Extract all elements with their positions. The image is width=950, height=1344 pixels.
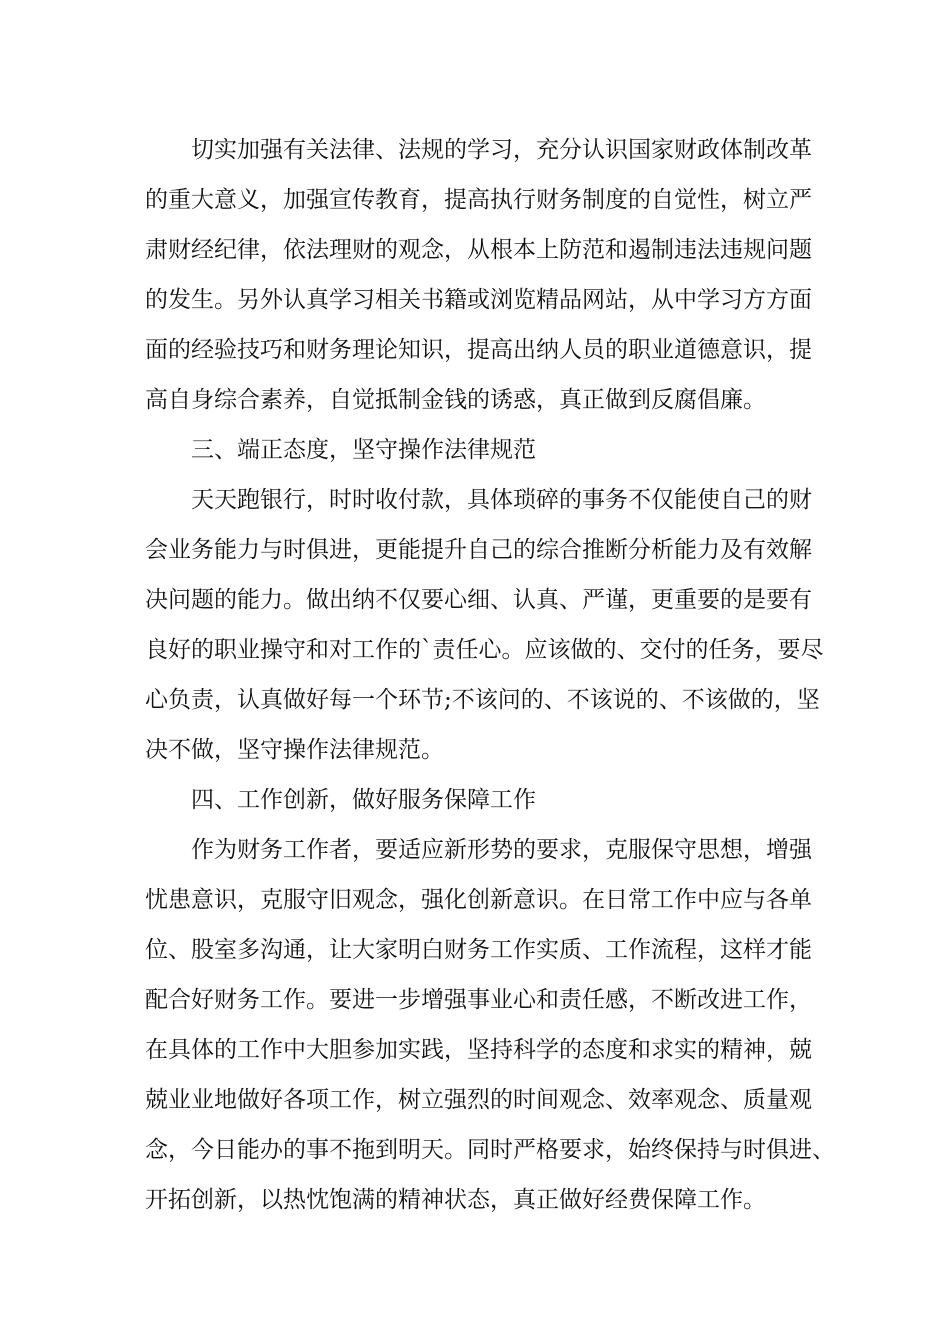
paragraph-line: 天天跑银行，时时收付款，具体琐碎的事务不仅能使自己的财 — [191, 487, 812, 513]
paragraph-line: 决问题的能力。做出纳不仅要心细、认真、严谨，更重要的是要有 — [145, 587, 812, 613]
section-heading: 三、端正态度，坚守操作法律规范 — [191, 437, 536, 463]
paragraph-line: 的发生。另外认真学习相关书籍或浏览精品网站，从中学习方方面 — [145, 287, 812, 313]
section-heading: 四、工作创新，做好服务保障工作 — [191, 787, 536, 813]
paragraph-line: 开拓创新，以热忱饱满的精神状态，真正做好经费保障工作。 — [145, 1187, 766, 1213]
paragraph-line: 在具体的工作中大胆参加实践，坚持科学的态度和求实的精神，兢 — [145, 1037, 812, 1063]
paragraph-line: 配合好财务工作。要进一步增强事业心和责任感，不断改进工作， — [145, 987, 812, 1013]
paragraph-line: 位、股室多沟通，让大家明白财务工作实质、工作流程，这样才能 — [145, 937, 812, 963]
paragraph-line: 忧患意识，克服守旧观念，强化创新意识。在日常工作中应与各单 — [145, 887, 812, 913]
paragraph-line: 念，今日能办的事不拖到明天。同时严格要求，始终保持与时俱进、 — [145, 1137, 835, 1163]
paragraph-line: 作为财务工作者，要适应新形势的要求，克服保守思想，增强 — [191, 837, 812, 863]
paragraph-line: 肃财经纪律，依法理财的观念，从根本上防范和遏制违法违规问题 — [145, 237, 812, 263]
paragraph-line: 兢业业地做好各项工作，树立强烈的时间观念、效率观念、质量观 — [145, 1087, 812, 1113]
paragraph-line: 会业务能力与时俱进，更能提升自己的综合推断分析能力及有效解 — [145, 537, 812, 563]
paragraph-line: 的重大意义，加强宣传教育，提高执行财务制度的自觉性，树立严 — [145, 187, 812, 213]
paragraph-line: 高自身综合素养，自觉抵制金钱的诱惑，真正做到反腐倡廉。 — [145, 387, 766, 413]
paragraph-line: 心负责，认真做好每一个环节;不该问的、不该说的、不该做的，坚 — [145, 687, 820, 713]
paragraph-line: 良好的职业操守和对工作的`责任心。应该做的、交付的任务，要尽 — [145, 637, 824, 663]
paragraph-line: 决不做，坚守操作法律规范。 — [145, 737, 444, 763]
paragraph-line: 面的经验技巧和财务理论知识，提高出纳人员的职业道德意识，提 — [145, 337, 812, 363]
paragraph-line: 切实加强有关法律、法规的学习，充分认识国家财政体制改革 — [191, 137, 812, 163]
